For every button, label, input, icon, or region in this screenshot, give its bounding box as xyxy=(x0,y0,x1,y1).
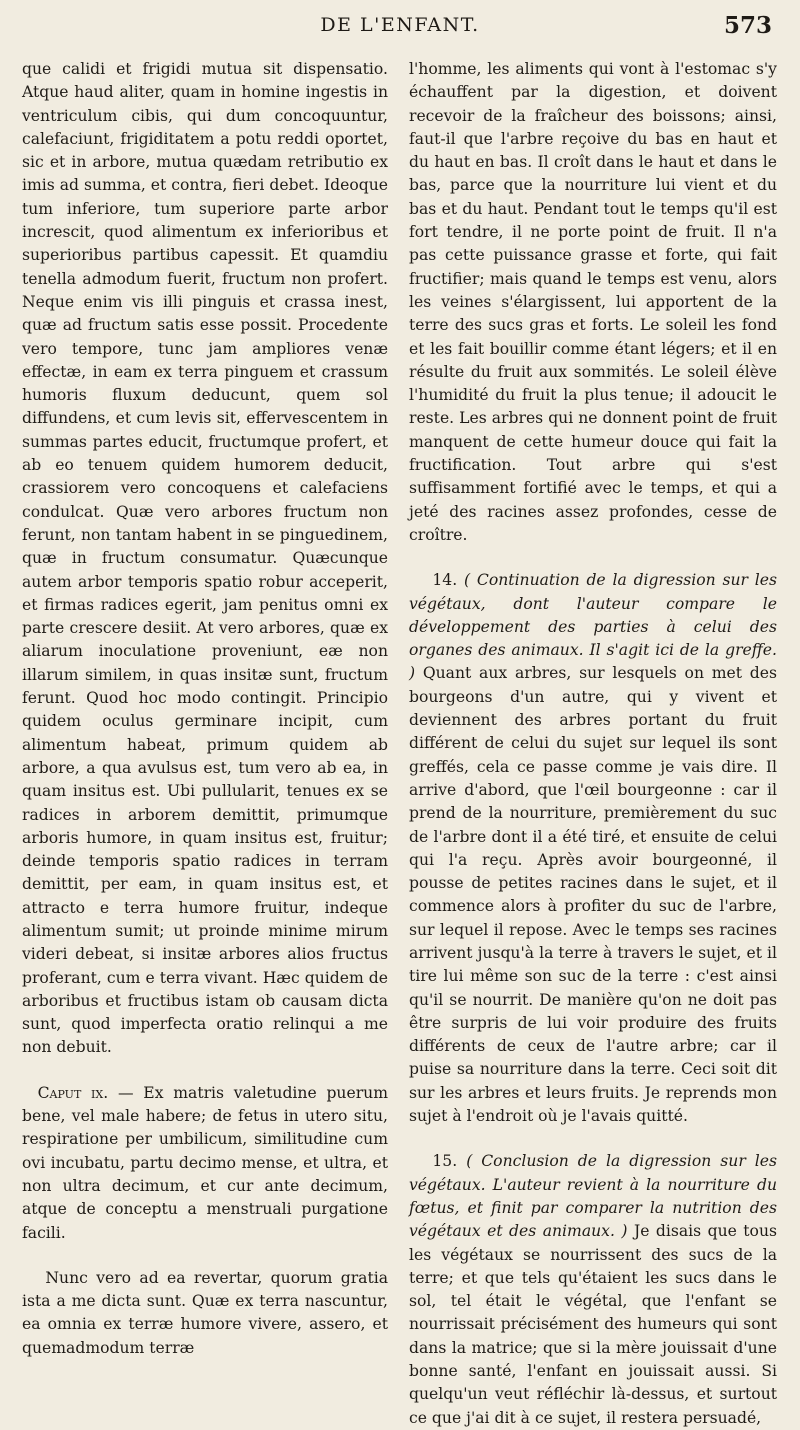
caput-summary: — Ex matris valetudine puerum bene, vel male habere; de fetus in utero situ, respiratione per umbilicum, similitudine cum ovi incubatu, partu decimo mense, et ultra, et non ultra decimum, et cur ante decimum, atque de conceptu a menstruali purgatione facili. xyxy=(22,1083,388,1242)
section-body-15: Je disais que tous les végétaux se nourrissent des sucs de la terre; et que tels qu'étaient les sucs dans le sol, tel était le végétal, que l'enfant se nourrissait précisément des humeurs qui sont dans la matrice; que si la mère jouissait d'une bonne santé, l'enfant en jouissait aussi. Si quelqu'un veut réfléchir là-dessus, et surtout ce que j'ai dit à ce sujet, il restera persuadé, xyxy=(409,1222,777,1427)
french-paragraph-1: l'homme, les aliments qui vont à l'estomac s'y échauffent par la digestion, et doivent recevoir de la fraîcheur des boissons; ainsi, faut-il que l'arbre reçoive du bas en haut et du haut en bas. Il croît dans le haut et dans le bas, parce que la nourriture lui vient et du bas et du haut. Pendant tout le temps qu'il est fort tendre, il ne porte point de fruit. Il n'a pas cette puissance grasse et forte, qui fait fructifier; mais quand le temps est venu, alors les veines s'élargissent, lui apportent de la terre des sucs gras et forts. Le soleil les fond et les fait bouillir comme étant légers; et il en résulte du fruit aux sommités. Le soleil élève l'humidité du fruit la plus tenue; il adoucit le reste. Les arbres qui ne donnent point de fruit manquent de cette humeur douce qui fait la fructification. Tout arbre qui s'est suffisamment fortifié avec le temps, et qui a jeté des racines assez profondes, cesse de croître. xyxy=(409,60,777,544)
section-title-15: ( Conclusion de la digression sur les végétaux. L'auteur revient à la nourriture du fœtus, et finit par comparer la nutrition des végétaux et des animaux. ) xyxy=(409,1152,777,1241)
page-number: 573 xyxy=(723,12,772,39)
section-number-15: 15. xyxy=(432,1152,458,1171)
section-body-14: Quant aux arbres, sur lesquels on met des bourgeons d'un autre, qui y vivent et deviennent des arbres portant du fruit différent de celui du sujet sur lequel ils sont greffés, cela ce passe comme je vais dire. Il arrive d'abord, que l'œil bourgeonne : car il prend de la nourriture, premièrement du suc de l'arbre dont il a été tiré, et ensuite de celui qui l'a reçu. Après avoir bourgeonné, il pousse de petites racines dans le sujet, et il commence alors à profiter du suc de l'arbre, sur lequel il repose. Avec le temps ses racines arrivent jusqu'à la terre à travers le sujet, et il tire lui même son suc de la terre : c'est ainsi qu'il se nourrit. De manière qu'on ne doit pas être surpris de lui voir produire des fruits différents de ceux de l'autre arbre; car il puise sa nourriture dans la terre. Ceci soit dit sur les arbres et leurs fruits. Je reprends mon sujet à l'endroit où je l'avais quitté. xyxy=(409,664,777,1126)
latin-column xyxy=(22,58,388,1360)
latin-paragraph-1: que calidi et frigidi mutua sit dispensatio. Atque haud aliter, quam in homine ingestis in ventriculum cibis, qui dum concoquuntur, calefaciunt, frigiditatem a potu reddi oportet, sic et in arbore, mutua quædam retributio ex imis ad summa, et contra, fieri debet. Ideoque tum inferiore, tum superiore parte arbor increscit, quod alimentum ex inferioribus et superioribus partibus capessit. Et quamdiu tenella admodum fuerit, fructum non profert. Neque enim vis illi pinguis et crassa inest, quæ ad fructum satis esse possit. Procedente vero tempore, tunc jam ampliores venæ effectæ, in eam ex terra pinguem et crassum humoris fluxum deducunt, quem sol diffundens, et cum levis sit, effervescentem in summas partes educit, fructumque profert, et ab eo tenuem quidem humorem deducit, crassiorem vero concoquens et calefaciens condulcat. Quæ vero arbores fructum non ferunt, non tantam habent in se pinguedinem, quæ in fructum consumatur. Quæcunque autem arbor temporis spatio robur acceperit, et firmas radices egerit, jam penitus omni ex parte crescere desiit. At vero arbores, quæ ex aliarum inoculatione proveniunt, eæ non illarum similem, in quas insitæ sunt, fructum ferunt. Quod hoc modo contingit. Principio quidem oculus germinare incipit, cum alimentum habeat, primum quidem ab arbore, a qua avulsus est, tum vero ab ea, in quam insitus est. Ubi pullularit, tenues ex se radices in arborem demittit, primumque arboris humore, in quam insitus est, fruitur; deinde temporis spatio radices in terram demittit, per eam, in quam insitus est, et attracto e terra humore fruitur, indeque alimentum sumit; ut proinde minime mirum videri debeat, si insitæ arbores alios fructus proferant, cum e terra vivant. Hæc quidem de arboribus et fructibus istam ob causam dicta sunt, quod imperfecta oratio relinqui a me non debuit. xyxy=(22,60,388,1057)
latin-paragraph-caput xyxy=(22,1082,388,1245)
page-header xyxy=(0,0,800,44)
caput-label: Caput ix. xyxy=(37,1083,109,1102)
french-paragraph-14 xyxy=(409,569,777,1128)
french-paragraph-15 xyxy=(409,1150,777,1430)
latin-paragraph-3: Nunc vero ad ea revertar, quorum gratia ista a me dicta sunt. Quæ ex terra nascuntur, ea omnia ex terræ humore vivere, assero, et quemadmodum terræ xyxy=(22,1268,388,1357)
section-title-14: ( Continuation de la digression sur les végétaux, dont l'auteur compare le développement des parties à celui des organes des animaux. Il s'agit ici de la greffe. ) xyxy=(409,571,777,683)
section-number-14: 14. xyxy=(432,571,458,590)
running-head: DE L'ENFANT. xyxy=(320,14,480,36)
french-column xyxy=(409,58,777,1430)
